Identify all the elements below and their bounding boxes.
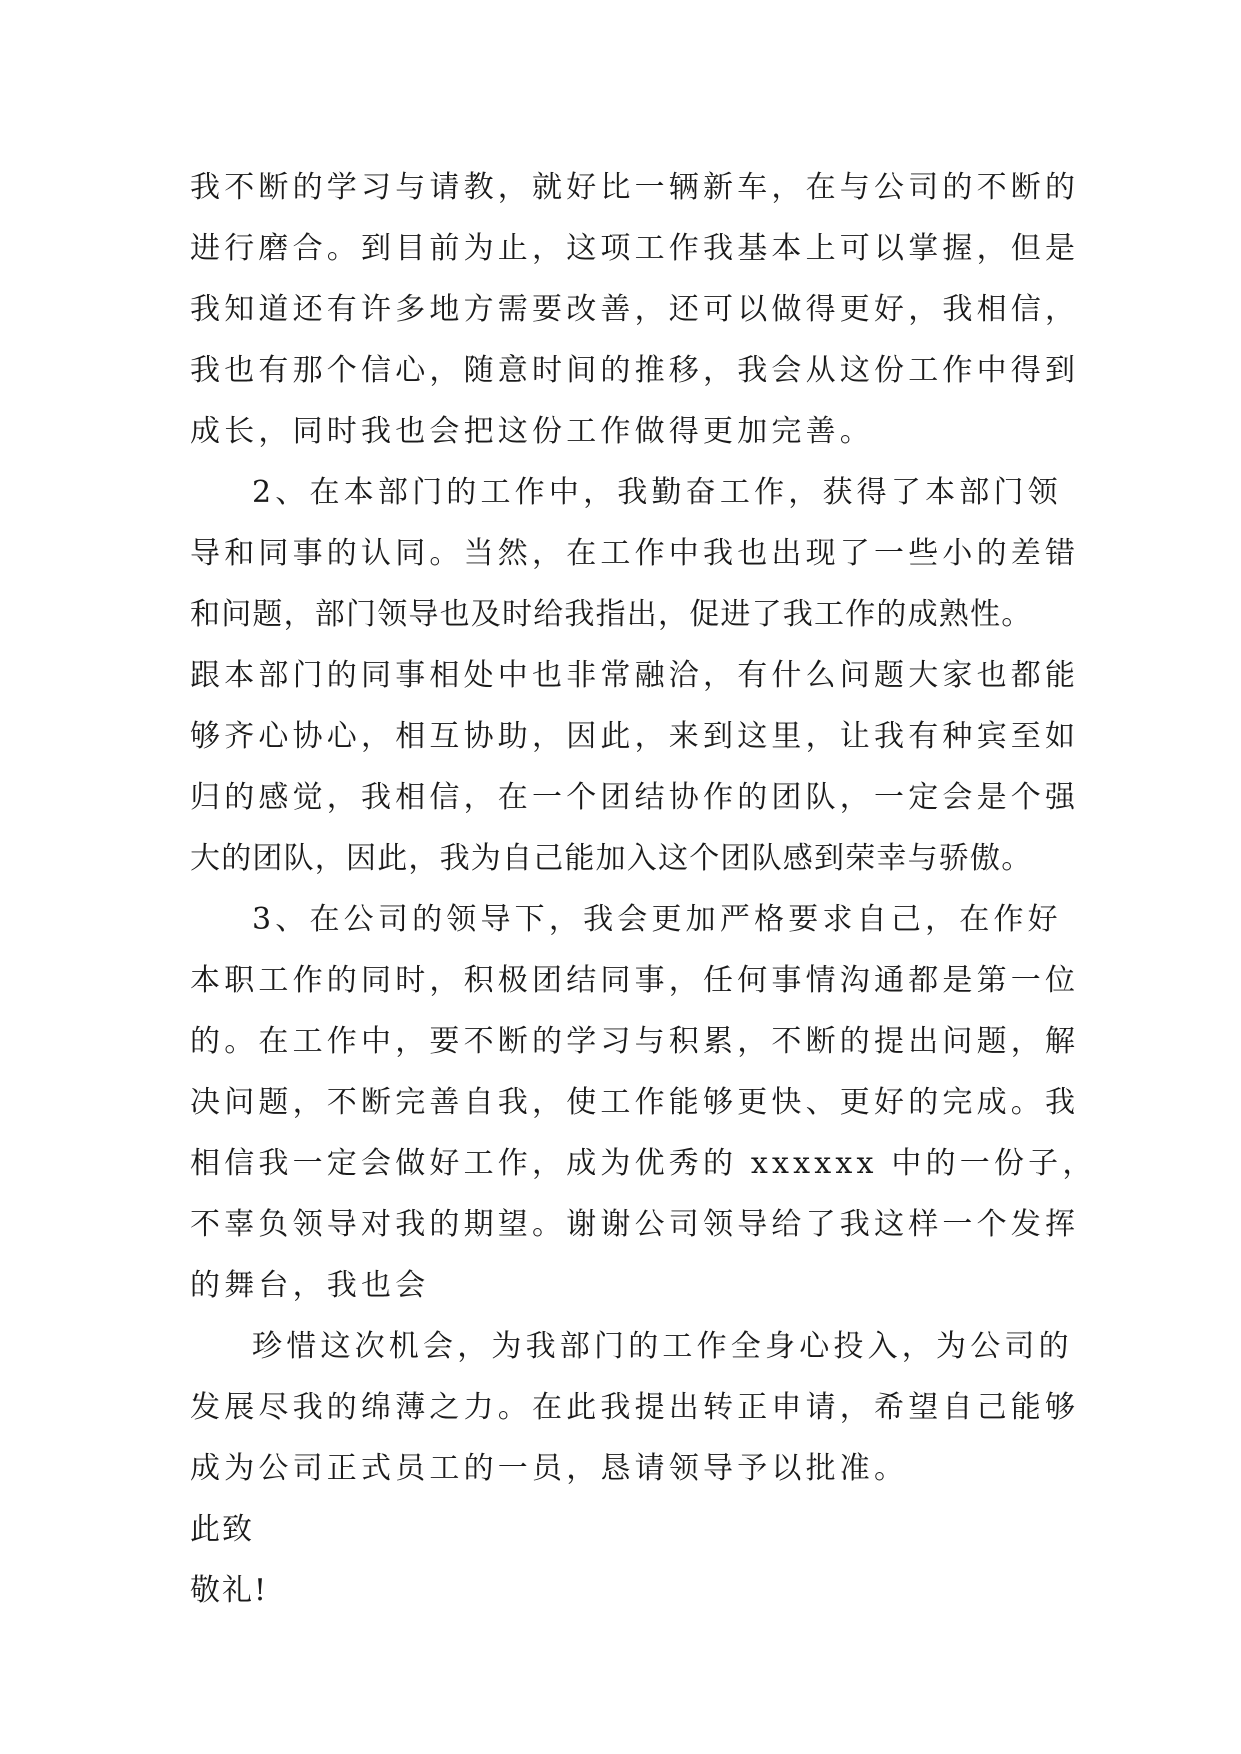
text-line: 相信我一定会做好工作，成为优秀的 xxxxxx 中的一份子， — [190, 1146, 1097, 1181]
text-line: 决问题，不断完善自我，使工作能够更快、更好的完成。我 — [190, 1085, 1080, 1120]
paragraph-3-start: 3、在公司的领导下，我会更加严格要求自己，在作好 — [252, 902, 1062, 937]
closing-regards: 敬礼! — [190, 1573, 269, 1608]
letter-body — [190, 157, 1097, 1621]
text-line: 我知道还有许多地方需要改善，还可以做得更好，我相信， — [190, 292, 1080, 327]
text-line: 我不断的学习与请教，就好比一辆新车，在与公司的不断的 — [190, 170, 1080, 205]
text-line: 的舞台，我也会 — [190, 1268, 430, 1303]
text-line: 大的团队，因此，我为自己能加入这个团队感到荣幸与骄傲。 — [190, 841, 1033, 876]
text-line: 成为公司正式员工的一员，恳请领导予以批准。 — [190, 1451, 909, 1486]
text-line: 和问题，部门领导也及时给我指出，促进了我工作的成熟性。 — [190, 597, 1033, 632]
text-line: 跟本部门的同事相处中也非常融洽，有什么问题大家也都能 — [190, 658, 1080, 693]
text-line: 成长，同时我也会把这份工作做得更加完善。 — [190, 414, 874, 449]
text-line: 本职工作的同时，积极团结同事，任何事情沟通都是第一位 — [190, 963, 1080, 998]
closing-salutation: 此致 — [190, 1512, 254, 1547]
text-line: 发展尽我的绵薄之力。在此我提出转正申请，希望自己能够 — [190, 1390, 1080, 1425]
paragraph-2-start: 2、在本部门的工作中，我勤奋工作，获得了本部门领 — [252, 475, 1062, 510]
text-line: 够齐心协心，相互协助，因此，来到这里，让我有种宾至如 — [190, 719, 1080, 754]
text-line: 的。在工作中，要不断的学习与积累，不断的提出问题，解 — [190, 1024, 1080, 1059]
text-line: 归的感觉，我相信，在一个团结协作的团队，一定会是个强 — [190, 780, 1080, 815]
text-line: 导和同事的认同。当然，在工作中我也出现了一些小的差错 — [190, 536, 1080, 571]
text-line: 进行磨合。到目前为止，这项工作我基本上可以掌握，但是 — [190, 231, 1080, 266]
paragraph-4-start: 珍惜这次机会，为我部门的工作全身心投入，为公司的 — [252, 1329, 1073, 1364]
text-line: 不辜负领导对我的期望。谢谢公司领导给了我这样一个发挥 — [190, 1207, 1080, 1242]
text-line: 我也有那个信心，随意时间的推移，我会从这份工作中得到 — [190, 353, 1080, 388]
